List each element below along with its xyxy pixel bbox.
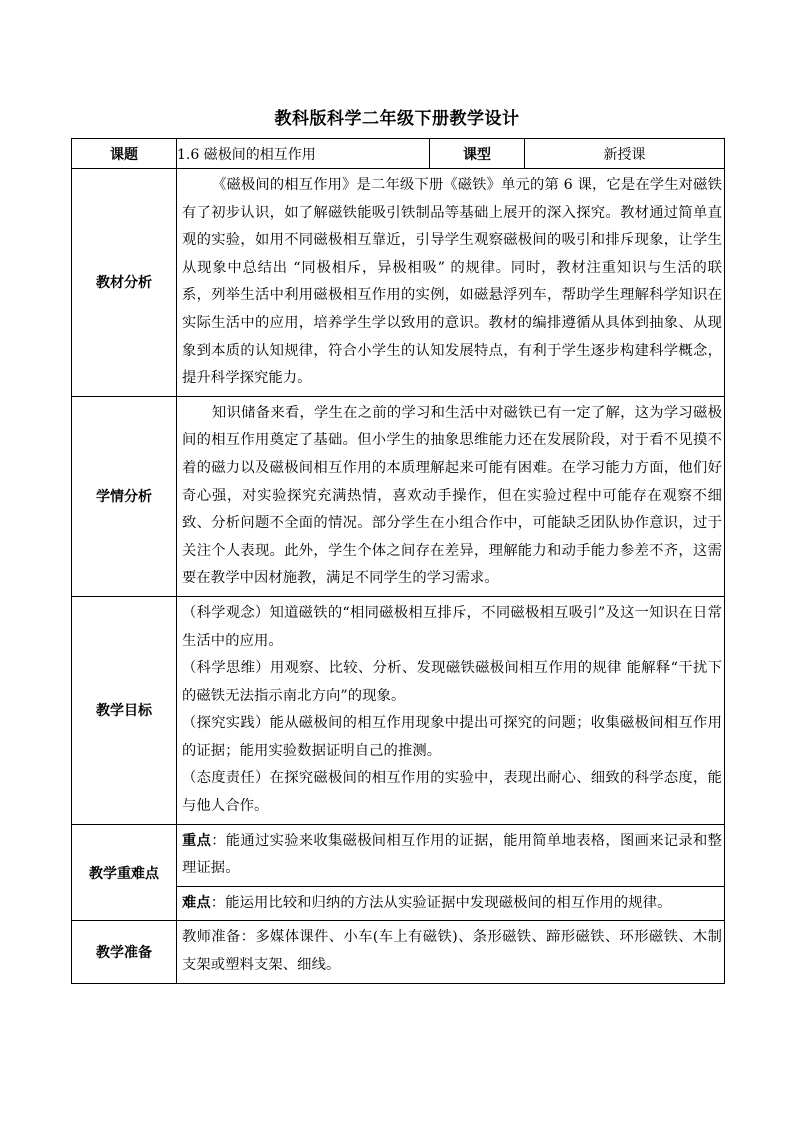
textbook-analysis-text: 《磁极间的相互作用》是二年级下册《磁铁》单元的第 6 课，它是在学生对磁铁有了初步认识，如了解磁铁能吸引铁制品等基础上展开的深入探究。教材通过简单直观的实验，如用不同磁极相互靠近，引导学生观察磁极间的吸引和排斥现象，让学生从现象中总结出 “同极相斥，异极相吸” 的规律。同时，教材注重知识与生活的联系，列举生活中利用磁极相互作用的实例，如磁悬浮列车，帮助学生理解科学知识在实际生活中的应用，培养学生学以致用的意识。教材的编排遵循从具体到抽象、从现象到本质的认知规律，符合小学生的认知发展特点，有利于学生逐步构建科学概念，提升科学探究能力。 <box>182 177 722 387</box>
textbook-analysis-label: 教材分析 <box>72 169 177 397</box>
student-analysis-row <box>72 396 725 596</box>
type-value: 新授课 <box>525 139 725 169</box>
preparation-cell <box>177 921 725 983</box>
header-row <box>72 139 725 169</box>
key-point-prefix: 重点 <box>182 832 212 849</box>
preparation-text: 教师准备：多媒体课件、小车(车上有磁铁)、条形磁铁、蹄形磁铁、环形磁铁、木制支架或塑料支架、细线。 <box>182 929 722 974</box>
key-point-text <box>177 825 724 886</box>
student-analysis-cell <box>177 396 725 596</box>
student-analysis-label: 学情分析 <box>72 396 177 596</box>
difficult-point-text <box>177 887 724 921</box>
difficult-point-prefix: 难点 <box>182 894 211 911</box>
topic-value: 1.6 磁极间的相互作用 <box>177 139 430 169</box>
difficult-point-cell <box>177 886 725 921</box>
lesson-design-table <box>71 138 725 984</box>
topic-label: 课题 <box>72 139 177 169</box>
preparation-label: 教学准备 <box>72 921 177 983</box>
preparation-row <box>72 921 725 983</box>
key-point-row <box>72 824 725 886</box>
goal-item-concept: （科学观念）知道磁铁的“相同磁极相互排斥，不同磁极相互吸引”及这一知识在日常生活中的应用。 <box>182 604 722 649</box>
key-point-body: ：能通过实验来收集磁极间相互作用的证据，能用简单地表格，图画来记录和整理证据。 <box>182 832 722 877</box>
goal-item-attitude: （态度责任）在探究磁极间的相互作用的实验中，表现出耐心、细致的科学态度，能与他人合作。 <box>182 770 722 815</box>
teaching-goals-label: 教学目标 <box>72 596 177 824</box>
teaching-goals-cell <box>177 596 725 824</box>
teaching-goals-list <box>177 597 724 824</box>
type-label: 课型 <box>430 139 525 169</box>
textbook-analysis-cell <box>177 169 725 397</box>
key-points-label: 教学重难点 <box>72 824 177 921</box>
teaching-goals-row <box>72 596 725 824</box>
difficult-point-body: ：能运用比较和归纳的方法从实验证据中发现磁极间的相互作用的规律。 <box>210 894 672 911</box>
key-point-cell <box>177 824 725 886</box>
student-analysis-text: 知识储备来看，学生在之前的学习和生活中对磁铁已有一定了解，这为学习磁极间的相互作用奠定了基础。但小学生的抽象思维能力还在发展阶段，对于看不见摸不着的磁力以及磁极间相互作用的本质理解起来可能有困难。在学习能力方面，他们好奇心强，对实验探究充满热情，喜欢动手操作，但在实验过程中可能存在观察不细致、分析问题不全面的情况。部分学生在小组合作中，可能缺乏团队协作意识，过于关注个人表现。此外，学生个体之间存在差异，理解能力和动手能力参差不齐，这需要在教学中因材施教，满足不同学生的学习需求。 <box>182 404 722 587</box>
document-title: 教科版科学二年级下册教学设计 <box>274 109 520 129</box>
goal-item-practice: （探究实践）能从磁极间的相互作用现象中提出可探究的问题；收集磁极间相互作用的证据；能用实验数据证明自己的推测。 <box>182 715 722 759</box>
goal-item-thinking: （科学思维）用观察、比较、分析、发现磁铁磁极间相互作用的规律 能解释“干扰下的磁铁无法指示南北方向”的现象。 <box>182 660 722 704</box>
textbook-analysis-row <box>72 169 725 397</box>
